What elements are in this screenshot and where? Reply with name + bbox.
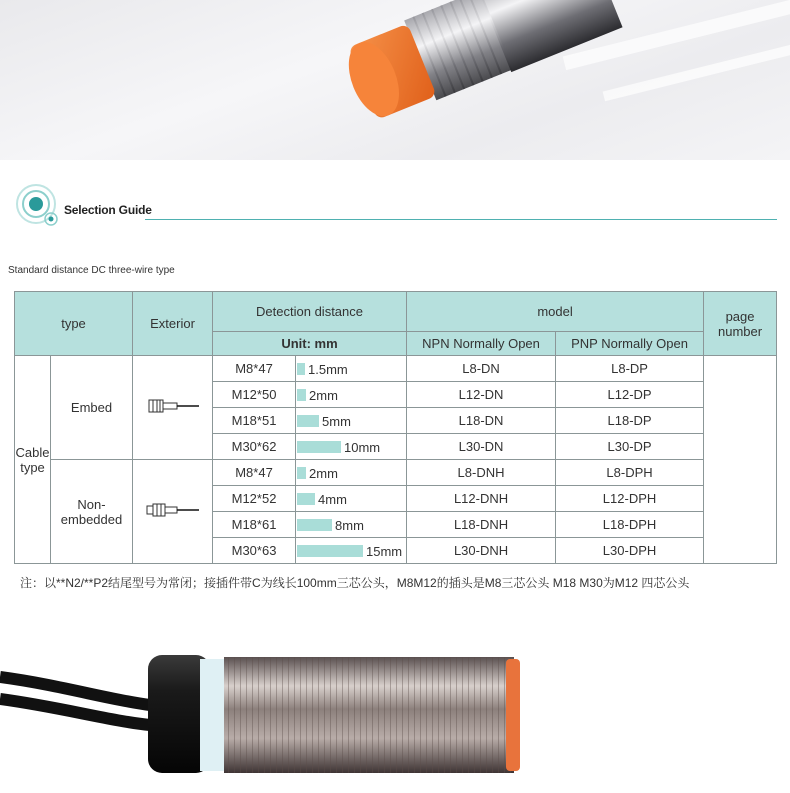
size-cell: M18*51: [213, 408, 296, 434]
distance-cell: [296, 460, 407, 486]
header-exterior: Exterior: [133, 292, 213, 356]
size-cell: M8*47: [213, 356, 296, 382]
distance-bar: [297, 519, 332, 531]
header-pnp: PNP Normally Open: [556, 332, 704, 356]
distance-label: 8mm: [335, 517, 364, 533]
npn-model-cell: L30-DNH: [407, 538, 556, 564]
distance-bar: [297, 467, 306, 479]
distance-bar: [297, 545, 363, 557]
distance-bar: [297, 441, 341, 453]
cable-type-label: Cable type: [15, 356, 51, 564]
selection-table: [14, 291, 777, 564]
pnp-model-cell: L30-DPH: [556, 538, 704, 564]
target-icon: [14, 182, 64, 232]
pnp-model-cell: L18-DPH: [556, 512, 704, 538]
npn-model-cell: L18-DNH: [407, 512, 556, 538]
header-unit: Unit: mm: [213, 332, 407, 356]
npn-model-cell: L12-DNH: [407, 486, 556, 512]
distance-label: 4mm: [318, 491, 347, 507]
sensor-photo-bottom: [0, 615, 790, 793]
footnote: 注：以**N2/**P2结尾型号为常闭；接插件带C为线长100mm三芯公头，M8M12的插头是M8三芯公头 M18 M30为M12 四芯公头: [20, 576, 690, 590]
distance-label: 15mm: [366, 543, 403, 559]
distance-bar: [297, 415, 319, 427]
pnp-model-cell: L8-DPH: [556, 460, 704, 486]
distance-cell: [296, 486, 407, 512]
distance-cell: [296, 356, 407, 382]
sensor-non-embedded-icon: [143, 500, 203, 520]
pnp-model-cell: L8-DP: [556, 356, 704, 382]
distance-label: 2mm: [309, 387, 338, 403]
pnp-model-cell: L12-DP: [556, 382, 704, 408]
sensor-embed-icon: [143, 396, 203, 416]
sensor-photo-top: [0, 0, 790, 160]
header-detection-distance: Detection distance: [213, 292, 407, 332]
section-subtitle: Standard distance DC three-wire type: [8, 265, 175, 276]
size-cell: M12*52: [213, 486, 296, 512]
header-npn: NPN Normally Open: [407, 332, 556, 356]
distance-label: 1.5mm: [308, 361, 348, 377]
distance-cell: [296, 512, 407, 538]
header-page-number: page number: [704, 292, 777, 356]
size-cell: M30*62: [213, 434, 296, 460]
size-cell: M30*63: [213, 538, 296, 564]
size-cell: M12*50: [213, 382, 296, 408]
npn-model-cell: L12-DN: [407, 382, 556, 408]
npn-model-cell: L18-DN: [407, 408, 556, 434]
pnp-model-cell: L18-DP: [556, 408, 704, 434]
pnp-model-cell: L30-DP: [556, 434, 704, 460]
section-title: Selection Guide: [64, 203, 152, 217]
pnp-model-cell: L12-DPH: [556, 486, 704, 512]
distance-label: 5mm: [322, 413, 351, 429]
npn-model-cell: L30-DN: [407, 434, 556, 460]
group-label-embed: Embed: [51, 356, 133, 460]
header-type: type: [15, 292, 133, 356]
header-model: model: [407, 292, 704, 332]
exterior-embed: [133, 356, 213, 460]
distance-cell: [296, 382, 407, 408]
section-divider: [145, 219, 777, 220]
distance-cell: [296, 434, 407, 460]
distance-bar: [297, 389, 306, 401]
npn-model-cell: L8-DNH: [407, 460, 556, 486]
npn-model-cell: L8-DN: [407, 356, 556, 382]
distance-label: 10mm: [344, 439, 381, 455]
exterior-non-embedded: [133, 460, 213, 564]
distance-bar: [297, 493, 315, 505]
distance-label: 2mm: [309, 465, 338, 481]
distance-cell: [296, 408, 407, 434]
size-cell: M8*47: [213, 460, 296, 486]
group-label-non-embedded: Non-embedded: [51, 460, 133, 564]
page-number-cell: [704, 356, 777, 564]
distance-bar: [297, 363, 305, 375]
size-cell: M18*61: [213, 512, 296, 538]
distance-cell: [296, 538, 407, 564]
